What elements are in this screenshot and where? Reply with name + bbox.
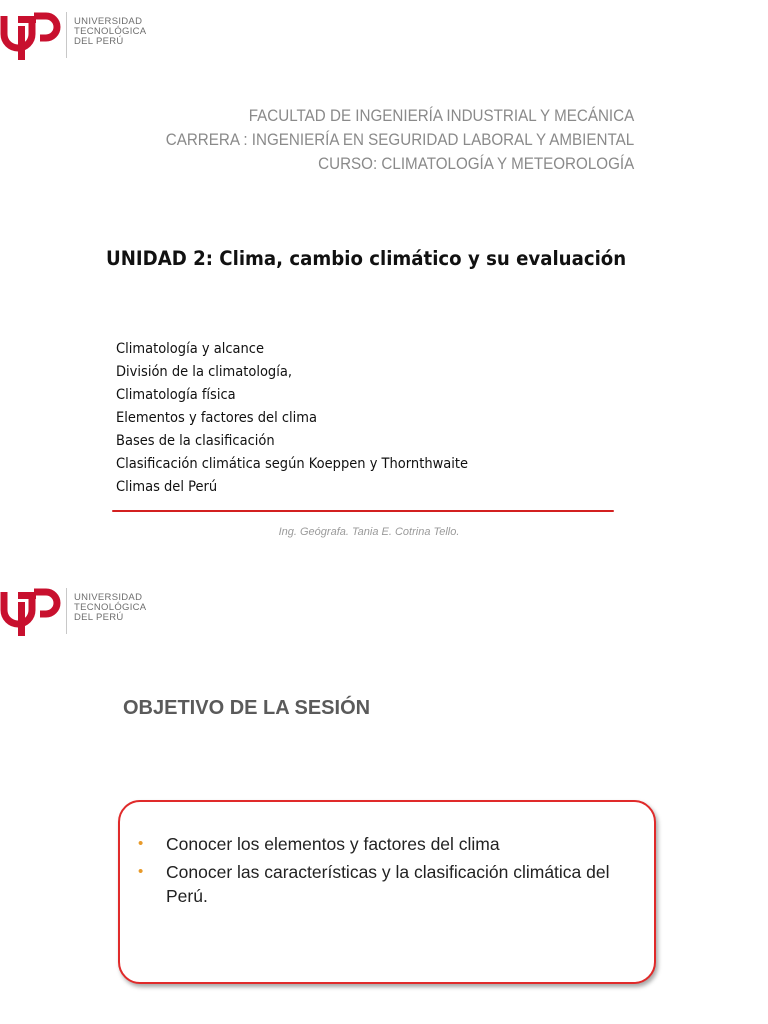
logo-wordmark xyxy=(74,593,146,623)
logo-wordmark xyxy=(74,17,146,47)
topic-item: División de la climatología, xyxy=(116,364,292,380)
logo-divider xyxy=(66,12,67,58)
objective-list xyxy=(138,832,638,912)
topic-item: Bases de la clasificación xyxy=(116,433,275,449)
logo-line-2: TECNOLÓGICA xyxy=(74,26,147,37)
utp-logo-icon xyxy=(0,8,66,62)
topic-item: Elementos y factores del clima xyxy=(116,410,317,426)
objective-title: OBJETIVO DE LA SESIÓN xyxy=(123,697,371,719)
red-divider xyxy=(112,510,614,512)
logo-line-2: TECNOLÓGICA xyxy=(74,602,147,613)
objective-item xyxy=(138,860,638,908)
logo-line-3: DEL PERÚ xyxy=(74,36,124,47)
utp-logo xyxy=(0,8,160,62)
logo-divider xyxy=(66,588,67,634)
faculty-line: FACULTAD DE INGENIERÍA INDUSTRIAL Y MECÁNICA xyxy=(248,107,634,125)
topic-item: Climatología y alcance xyxy=(116,341,264,357)
course-header xyxy=(166,104,634,176)
logo-line-1: UNIVERSIDAD xyxy=(74,592,143,603)
topic-item: Clasificación climática según Koeppen y Thornthwaite xyxy=(116,456,469,472)
career-line: CARRERA : INGENIERÍA EN SEGURIDAD LABORAL Y AMBIENTAL xyxy=(165,131,634,149)
unit-title: UNIDAD 2: Clima, cambio climático y su evaluación xyxy=(106,247,627,270)
objective-box xyxy=(118,800,656,984)
slide-session-objective xyxy=(0,576,768,1024)
course-line: CURSO: CLIMATOLOGÍA Y METEOROLOGÍA xyxy=(317,155,634,173)
objective-text: Conocer los elementos y factores del clima xyxy=(166,834,500,854)
objective-item xyxy=(138,832,638,856)
utp-logo-icon xyxy=(0,584,66,638)
logo-line-3: DEL PERÚ xyxy=(74,612,124,623)
utp-logo xyxy=(0,584,160,638)
author-credit: Ing. Geógrafa. Tania E. Cotrina Tello. xyxy=(278,526,460,538)
topic-list xyxy=(116,338,507,499)
topic-item: Climatología física xyxy=(116,387,236,403)
bullet-icon: • xyxy=(138,863,144,880)
topic-item: Climas del Perú xyxy=(116,479,218,495)
logo-line-1: UNIVERSIDAD xyxy=(74,16,143,27)
objective-text: Conocer las características y la clasificación climática del Perú. xyxy=(166,862,610,906)
bullet-icon: • xyxy=(138,835,144,852)
